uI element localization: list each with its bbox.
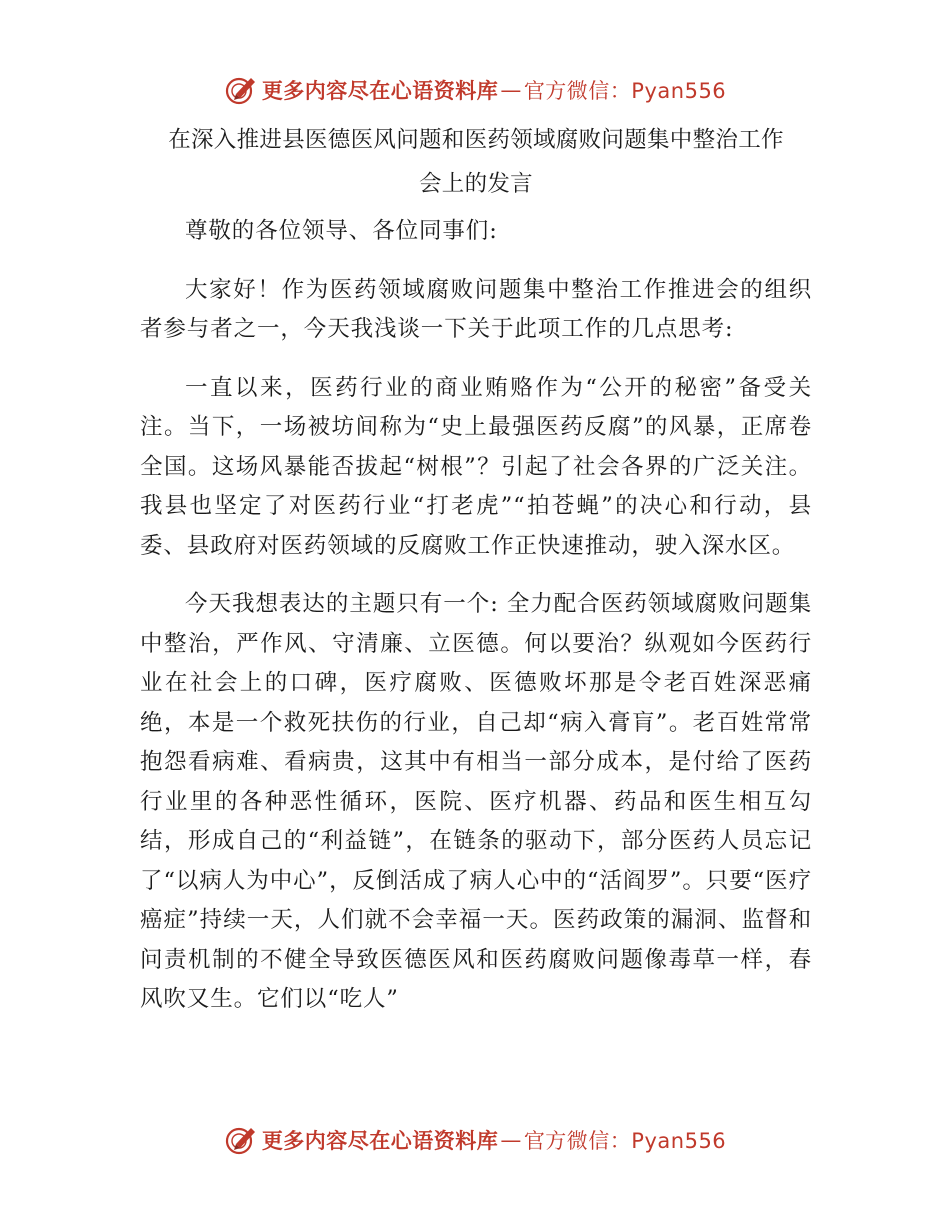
header-watermark <box>0 70 950 110</box>
watermark-main-text: 更多内容尽在心语资料库 <box>261 1129 499 1153</box>
salutation: 尊敬的各位领导、各位同事们: <box>185 218 498 244</box>
pen-nib-logo-icon <box>224 1123 258 1157</box>
footer-watermark <box>0 1120 950 1160</box>
watermark-contact: 官方微信：Pyan556 <box>523 1129 727 1153</box>
watermark-main-text: 更多内容尽在心语资料库 <box>261 79 499 103</box>
document-title <box>140 118 812 206</box>
watermark-contact: 官方微信：Pyan556 <box>523 79 727 103</box>
pen-nib-logo-icon <box>224 73 258 107</box>
document-body <box>140 118 812 1020</box>
watermark-separator: — <box>500 1128 522 1152</box>
title-line-2: 会上的发言 <box>418 171 533 197</box>
paragraph-background: 一直以来，医药行业的商业贿赂作为“公开的秘密”备受关注。当下，一场被坊间称为“史上最强医药反腐”的风暴，正席卷全国。这场风暴能否拔起“树根”？引起了社会各界的广泛关注。我县也坚定了对医药行业“打老虎”“拍苍蝇”的决心和行动，县委、县政府对医药领域的反腐败工作正快速推动，驶入深水区。 <box>140 374 812 559</box>
watermark-separator: — <box>500 78 522 102</box>
title-line-1: 在深入推进县医德医风问题和医药领域腐败问题集中整治工作 <box>168 127 784 153</box>
paragraph-greeting: 大家好！作为医药领域腐败问题集中整治工作推进会的组织者参与者之一，今天我浅谈一下关于此项工作的几点思考: <box>140 276 812 342</box>
paragraph-theme: 今天我想表达的主题只有一个: 全力配合医药领域腐败问题集中整治，严作风、守清廉、立医德。何以要治？纵观如今医药行业在社会上的口碑，医疗腐败、医德败坏那是令老百姓深恶痛绝，本是一个救死扶伤的行业，自己却“病入膏肓”。老百姓常常抱怨看病难、看病贵，这其中有相当一部分成本，是付给了医药行业里的各种恶性循环，医院、医疗机器、药品和医生相互勾结，形成自己的“利益链”，在链条的驱动下，部分医药人员忘记了“以病人为中心”，反倒活成了病人心中的“活阎罗”。只要“医疗癌症”持续一天，人们就不会幸福一天。医药政策的漏洞、监督和问责机制的不健全导致医德医风和医药腐败问题像毒草一样，春风吹又生。它们以“吃人” <box>140 591 812 1012</box>
